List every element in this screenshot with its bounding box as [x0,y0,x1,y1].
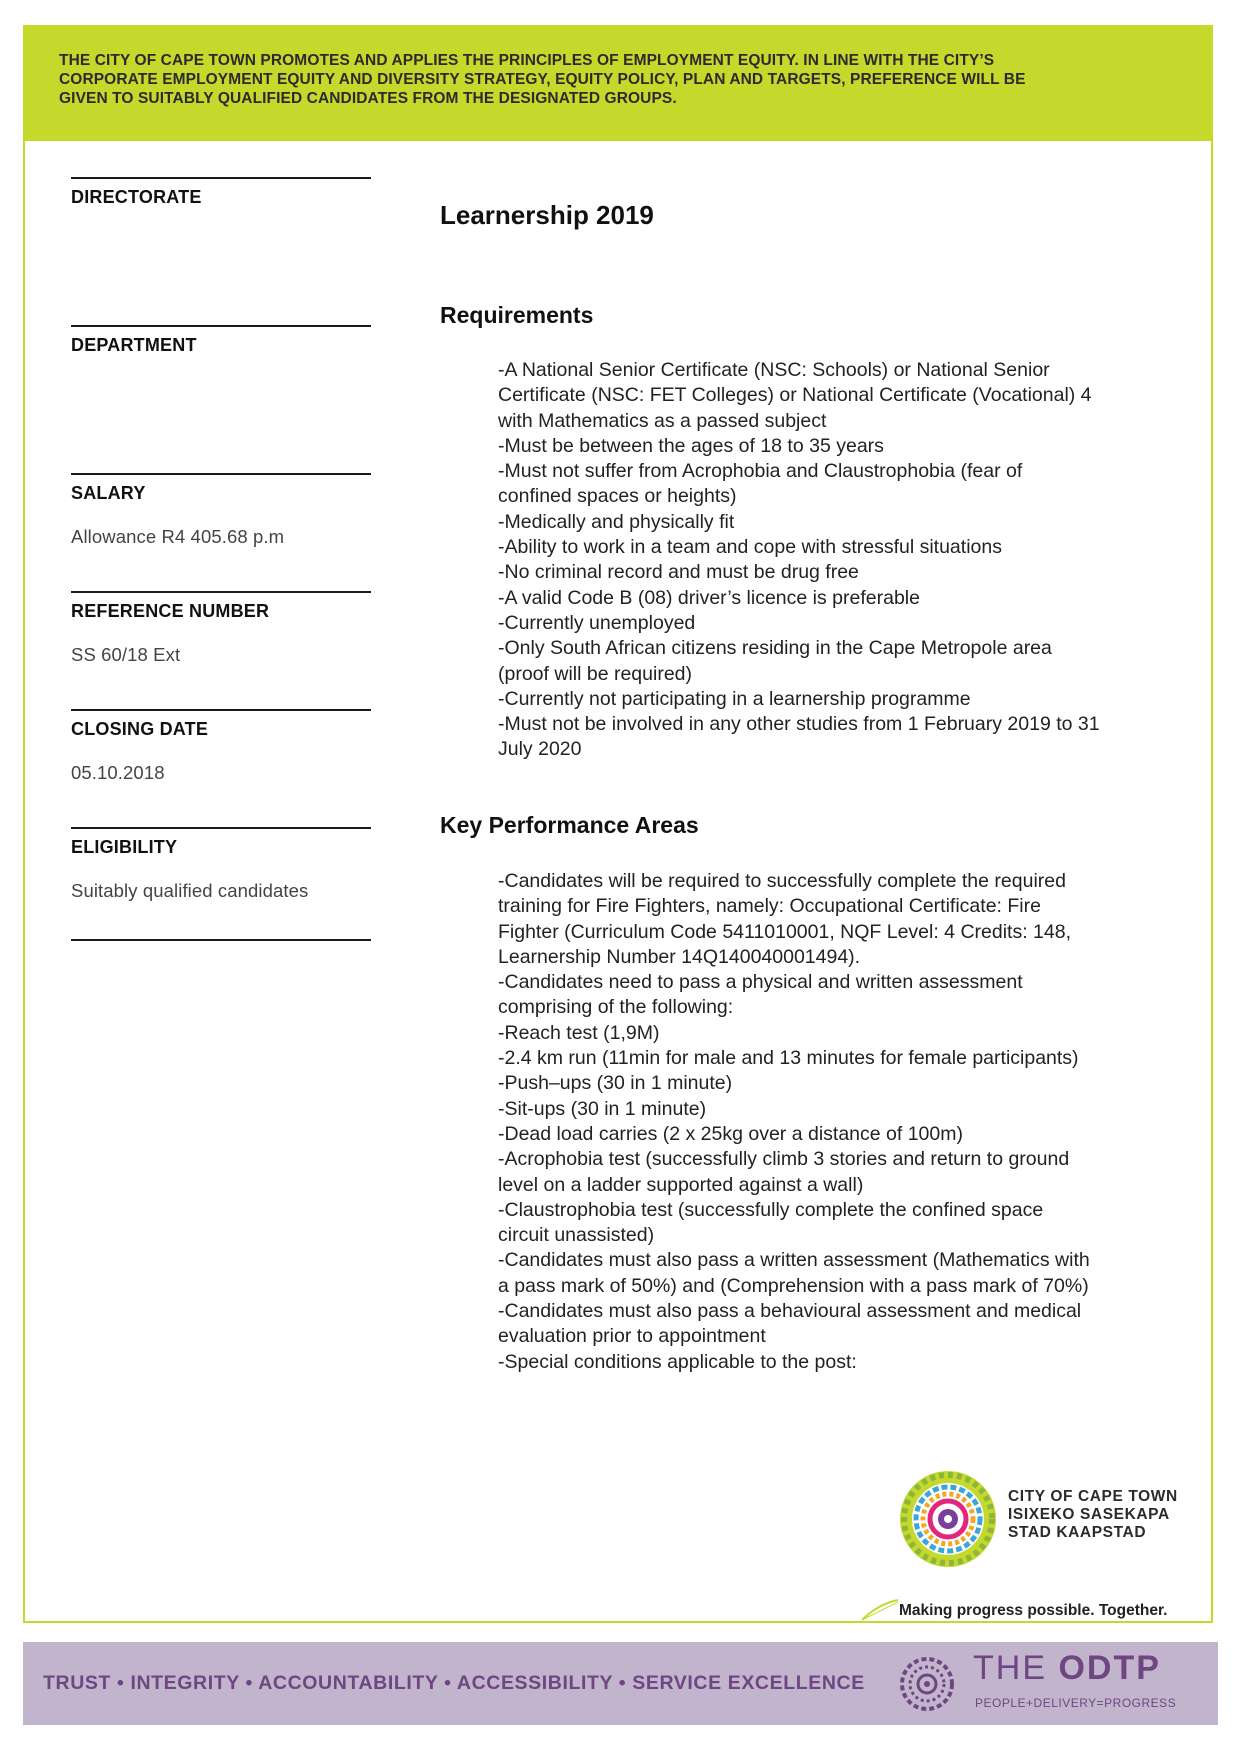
swoosh-icon [860,1598,900,1622]
department-field [71,325,371,473]
equity-banner [23,25,1213,141]
kpa-line: Fighter (Curriculum Code 5411010001, NQF Level: 4 Credits: 148, [498,920,1072,943]
reference-label: REFERENCE NUMBER [71,601,270,621]
closing-date-value: 05.10.2018 [71,762,165,783]
reference-value: SS 60/18 Ext [71,644,181,665]
requirement-line: -A National Senior Certificate (NSC: Schools) or National Senior [498,359,1050,381]
requirement-line: July 2020 [498,738,582,761]
requirement-line: -No criminal record and must be drug free [498,561,859,584]
odtp-the: THE [973,1649,1047,1687]
requirement-line: -Medically and physically fit [498,510,735,533]
requirement-line: with Mathematics as a passed subject [498,409,827,432]
kpa-line: -Special conditions applicable to the post: [498,1350,857,1373]
odtp-title [973,1649,1161,1688]
kpa-line: -Candidates need to pass a physical and written assessment [498,971,1023,994]
city-tagline: Making progress possible. Together. [899,1602,1168,1619]
job-details-sidebar [71,177,371,941]
eligibility-value: Suitably qualified candidates [71,880,309,901]
city-name-block [1008,1488,1178,1542]
odtp-name: ODTP [1058,1649,1161,1687]
city-name-line: CITY OF CAPE TOWN [1008,1488,1178,1505]
kpa-line: -Reach test (1,9M) [498,1021,660,1044]
odtp-subtitle: PEOPLE+DELIVERY=PROGRESS [975,1696,1177,1710]
directorate-label: DIRECTORATE [71,187,202,207]
kpa-line: -Sit-ups (30 in 1 minute) [498,1097,707,1120]
kpa-line: -Push–ups (30 in 1 minute) [498,1072,733,1095]
kpa-line: circuit unassisted) [498,1224,655,1247]
requirement-line: -Ability to work in a team and cope with stressful situations [498,536,1002,559]
requirement-line: -Must not suffer from Acrophobia and Claustrophobia (fear of [498,460,1023,483]
eligibility-field [71,827,371,939]
kpa-line: level on a ladder supported against a wall) [498,1173,864,1196]
kpa-line: training for Fire Fighters, namely: Occupational Certificate: Fire [498,895,1041,918]
requirement-line: -Currently unemployed [498,611,696,634]
kpa-line: a pass mark of 50%) and (Comprehension with a pass mark of 70%) [498,1274,1089,1297]
values-footer [23,1642,1218,1725]
requirements-list [498,358,1198,763]
closing-date-label: CLOSING DATE [71,719,209,739]
requirement-line: -Must not be involved in any other studies from 1 February 2019 to 31 [498,713,1100,736]
city-logo-icon [897,1468,999,1570]
closing-date-field [71,709,371,827]
requirement-line: Certificate (NSC: FET Colleges) or National Certificate (Vocational) 4 [498,384,1092,407]
kpa-line: evaluation prior to appointment [498,1325,766,1348]
job-title: Learnership 2019 [440,200,654,230]
kpa-heading: Key Performance Areas [440,812,699,838]
odtp-emblem-icon [899,1656,955,1712]
reference-field [71,591,371,709]
requirements-heading: Requirements [440,302,594,328]
banner-line: GIVEN TO SUITABLY QUALIFIED CANDIDATES FROM THE DESIGNATED GROUPS. [59,90,677,107]
sidebar-divider [71,939,371,941]
requirement-line: -A valid Code B (08) driver’s licence is preferable [498,586,920,609]
kpa-line: Learnership Number 14Q140040001494). [498,945,861,968]
department-label: DEPARTMENT [71,335,197,355]
requirement-line: -Must be between the ages of 18 to 35 years [498,434,884,457]
salary-label: SALARY [71,483,146,503]
requirement-line: (proof will be required) [498,662,693,685]
salary-field [71,473,371,591]
city-name-line: ISIXEKO SASEKAPA [1008,1506,1170,1523]
kpa-line: comprising of the following: [498,996,734,1019]
kpa-line: -2.4 km run (11min for male and 13 minutes for female participants) [498,1047,1079,1070]
city-name-line: STAD KAAPSTAD [1008,1524,1147,1541]
kpa-line: -Acrophobia test (successfully climb 3 stories and return to ground [498,1148,1070,1171]
eligibility-label: ELIGIBILITY [71,837,178,857]
kpa-line: -Claustrophobia test (successfully complete the confined space [498,1198,1044,1221]
requirement-line: -Currently not participating in a learnership programme [498,687,971,710]
core-values: TRUST • INTEGRITY • ACCOUNTABILITY • ACCESSIBILITY • SERVICE EXCELLENCE [43,1672,865,1694]
kpa-line: -Candidates will be required to successfully complete the required [498,870,1066,892]
requirement-line: -Only South African citizens residing in the Cape Metropole area [498,637,1052,660]
kpa-line: -Candidates must also pass a written assessment (Mathematics with [498,1249,1090,1272]
banner-line: THE CITY OF CAPE TOWN PROMOTES AND APPLIES THE PRINCIPLES OF EMPLOYMENT EQUITY. IN LINE WITH THE CITY’S [59,52,995,69]
salary-value: Allowance R4 405.68 p.m [71,526,285,547]
kpa-list [498,869,1198,1375]
directorate-field [71,177,371,325]
kpa-line: -Dead load carries (2 x 25kg over a distance of 100m) [498,1122,963,1145]
requirement-line: confined spaces or heights) [498,485,737,508]
kpa-line: -Candidates must also pass a behavioural assessment and medical [498,1300,1082,1323]
banner-line: CORPORATE EMPLOYMENT EQUITY AND DIVERSITY STRATEGY, EQUITY POLICY, PLAN AND TARGETS, PREFERENCE WILL BE [59,71,1026,88]
